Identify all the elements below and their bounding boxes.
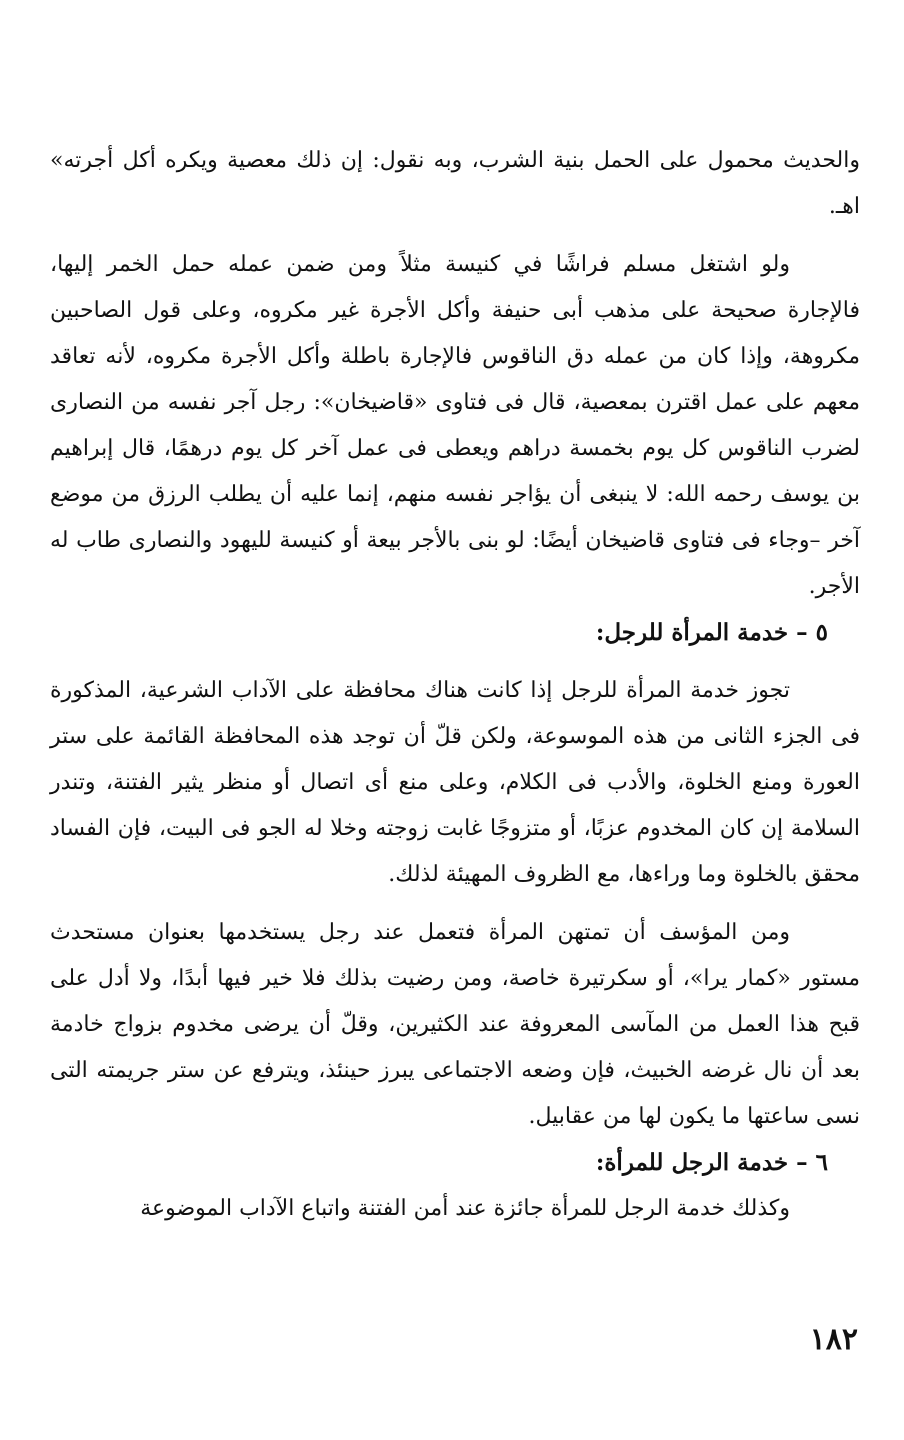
paragraph-man-service: وكذلك خدمة الرجل للمرأة جائزة عند أمن الفتنة واتباع الآداب الموضوعة xyxy=(140,1196,790,1221)
paragraph-continuation: والحديث محمول على الحمل بنية الشرب، وبه نقول: إن ذلك معصية ويكره أكل أجرته» اهـ. xyxy=(50,148,860,219)
paragraph-secretary: ومن المؤسف أن تمتهن المرأة فتعمل عند رجل يستخدمها بعنوان مستحدث مستور «كمار يرا»، أو سكرتيرة خاصة، ومن رضيت بذلك فلا خير فيها أبدًا، ولا أدل على قبح هذا العمل من المآسى المعروفة عند الكثيرين، وقلّ أن يرضى مخدوم بزواج خادمة بعد أن نال غرضه الخبيث، فإن وضعه الاجتماعى يبرز حينئذ، ويترفع عن ستر جريمته التى نسى ساعتها ما يكون لها من عقابيل. xyxy=(50,920,860,1129)
heading-woman-serving-man: ٥ – خدمة المرأة للرجل: xyxy=(595,619,828,646)
page-body xyxy=(50,138,860,1232)
page-number: ١٨٢ xyxy=(809,1322,858,1357)
heading-man-serving-woman: ٦ – خدمة الرجل للمرأة: xyxy=(595,1149,828,1176)
paragraph-woman-service-rules: تجوز خدمة المرأة للرجل إذا كانت هناك محافظة على الآداب الشرعية، المذكورة فى الجزء الثانى من هذه الموسوعة، ولكن قلّ أن توجد هذه المحافظة القائمة على ستر العورة ومنع الخلوة، والأدب فى الكلام، وعلى منع أى اتصال أو منظر يثير الفتنة، وتندر السلامة إن كان المخدوم عزبًا، أو متزوجًا غابت زوجته وخلا له الجو فى البيت، فإن الفساد محقق بالخلوة وما وراءها، مع الظروف المهيئة لذلك. xyxy=(50,678,860,887)
paragraph-church-work: ولو اشتغل مسلم فراشًا في كنيسة مثلاً ومن ضمن عمله حمل الخمر إليها، فالإجارة صحيحة على مذهب أبى حنيفة وأكل الأجرة غير مكروه، وعلى قول الصاحبين مكروهة، وإذا كان من عمله دق الناقوس فالإجارة باطلة وأكل الأجرة مكروه، لأنه تعاقد معهم على عمل اقترن بمعصية، قال فى فتاوى «قاضيخان»: رجل آجر نفسه من النصارى لضرب الناقوس كل يوم بخمسة دراهم ويعطى فى عمل آخر كل يوم درهمًا، قال إبراهيم بن يوسف رحمه الله: لا ينبغى أن يؤاجر نفسه منهم، إنما عليه أن يطلب الرزق من موضع آخر –وجاء فى فتاوى قاضيخان أيضًا: لو بنى بالأجر بيعة أو كنيسة لليهود والنصارى طاب له الأجر. xyxy=(50,252,860,599)
